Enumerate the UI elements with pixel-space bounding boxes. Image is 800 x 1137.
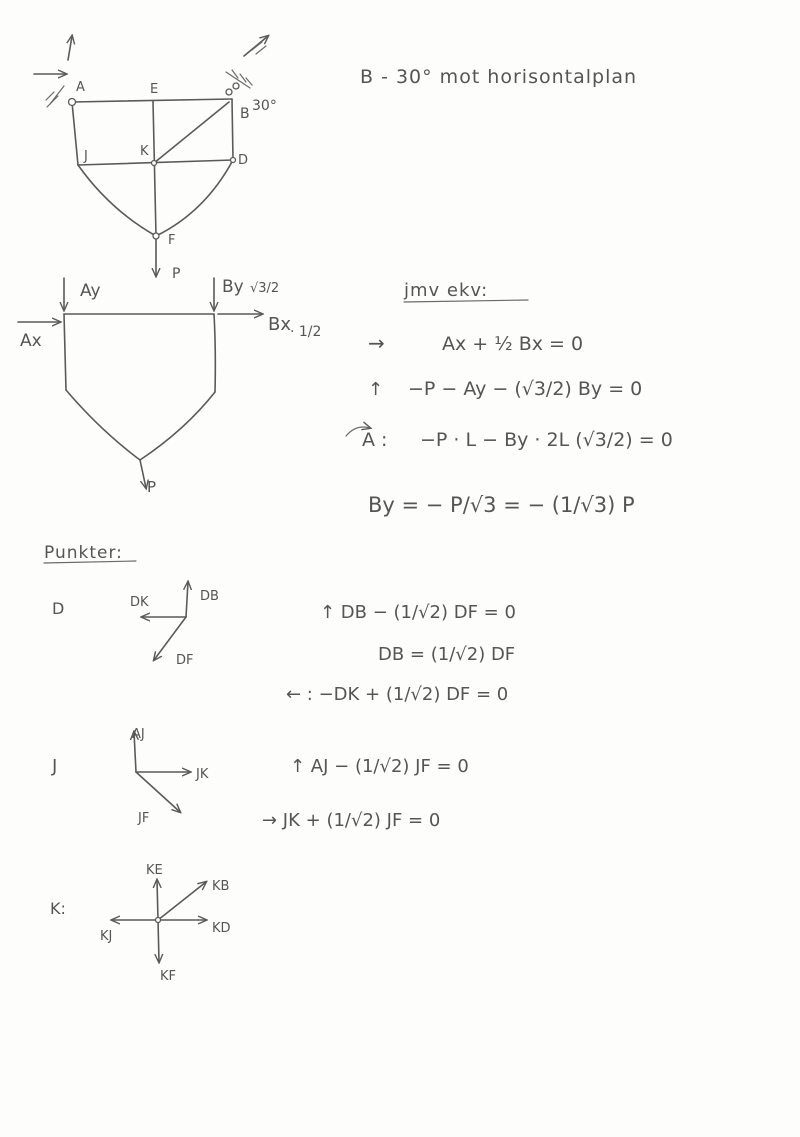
point-j-jf: JF xyxy=(138,811,150,826)
node-label-e: E xyxy=(150,82,159,97)
eq1-text: Ax + ½ Bx = 0 xyxy=(442,333,584,355)
point-j-eq2: → JK + (1/√2) JF = 0 xyxy=(262,810,441,831)
node-label-k: K xyxy=(140,144,149,159)
point-d-eq3: ← : −DK + (1/√2) DF = 0 xyxy=(286,684,509,705)
point-d-db: DB xyxy=(200,589,219,604)
header-note: B - 30° mot horisontalplan xyxy=(360,66,638,88)
point-d-df: DF xyxy=(176,653,194,668)
eq4-text: By = − P/√3 = − (1/√3) P xyxy=(368,493,635,517)
equilibrium-heading: jmv ekv: xyxy=(404,280,489,301)
point-d-eq2: DB = (1/√2) DF xyxy=(378,644,516,665)
eq3-moment-label: A : xyxy=(362,429,388,451)
point-j-jk: JK xyxy=(196,767,209,782)
node-label-j: J xyxy=(84,149,88,164)
point-k-kb: KB xyxy=(212,879,230,894)
point-k-kf: KF xyxy=(160,969,177,984)
point-j-label: J xyxy=(52,756,58,777)
node-label-a: A xyxy=(76,80,85,95)
eq3-text: −P · L − By · 2L (√3/2) = 0 xyxy=(420,429,673,451)
fbd-load-label: P xyxy=(147,478,157,496)
angle-label: 30° xyxy=(252,98,277,114)
fbd-ay-label: Ay xyxy=(80,281,101,301)
point-d-label: D xyxy=(52,599,65,618)
point-k-vectors xyxy=(112,880,206,962)
point-j-eq1: ↑ AJ − (1/√2) JF = 0 xyxy=(290,756,469,777)
point-d-vectors xyxy=(142,582,188,660)
node-label-f: F xyxy=(168,233,176,248)
point-k-kd: KD xyxy=(212,921,231,936)
point-j-aj: AJ xyxy=(132,727,145,742)
node-label-d: D xyxy=(238,153,249,168)
fbd-ax-label: Ax xyxy=(20,331,42,351)
point-d-dk: DK xyxy=(130,595,149,610)
point-k-kj: KJ xyxy=(100,929,113,944)
point-j-vectors xyxy=(134,732,190,812)
fbd-by-factor: √3/2 xyxy=(250,281,280,296)
point-k-label: K: xyxy=(50,899,66,918)
fbd-bx-label: Bx xyxy=(268,314,292,335)
fbd-bx-factor: · 1/2 xyxy=(290,324,322,340)
fbd-by-label: By xyxy=(222,277,244,297)
free-body-diagram xyxy=(18,278,262,488)
truss-diagram xyxy=(34,36,268,276)
eq2-text: −P − Ay − (√3/2) By = 0 xyxy=(408,378,643,400)
eq2-direction-icon: ↑ xyxy=(368,379,384,400)
points-heading: Punkter: xyxy=(44,543,123,563)
point-d-eq1: ↑ DB − (1/√2) DF = 0 xyxy=(320,602,516,623)
node-label-b: B xyxy=(240,106,250,122)
truss-load-label: P xyxy=(172,266,181,282)
point-k-ke: KE xyxy=(146,863,163,878)
eq1-direction-icon: → xyxy=(368,331,385,355)
